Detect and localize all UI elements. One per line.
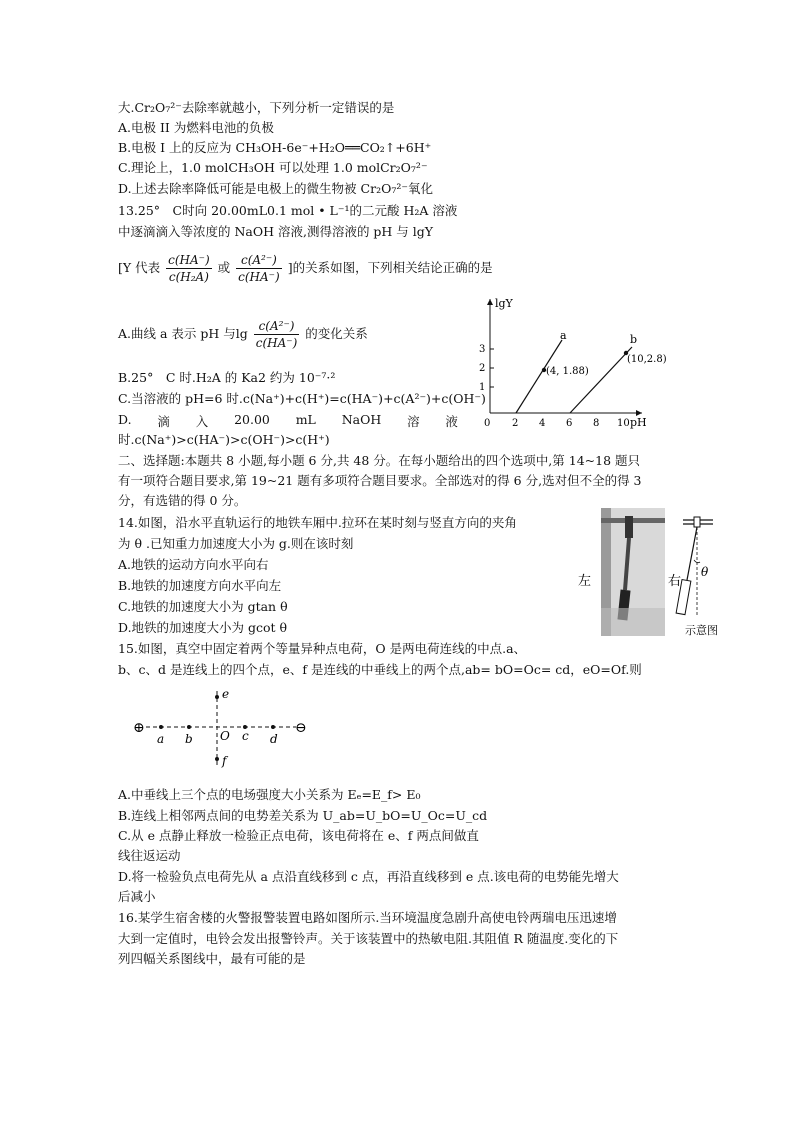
angle-arc	[694, 560, 700, 563]
label-o: O	[220, 729, 230, 743]
positive-charge-symbol: ⊕	[133, 720, 145, 736]
section-2-heading-2: 有一项符合题目要求,第 19~21 题有多项符合题目要求。全部选对的得 6 分,选对但不全的得 3	[118, 473, 642, 488]
option-14-d: D.地铁的加速度大小为 gcot θ	[118, 620, 288, 635]
word: mL	[295, 412, 316, 427]
y-tick-label: 1	[479, 382, 486, 393]
option-15-d: D.将一检验负点电荷先从 a 点沿直线移到 c 点，再沿直线移到 e 点.该电荷的电势能先增大	[118, 869, 619, 884]
question-13-graph	[470, 295, 667, 430]
word: 溶	[407, 414, 420, 429]
y-axis-arrow	[487, 299, 493, 305]
word: 入	[195, 414, 209, 429]
point-b	[187, 725, 191, 729]
y-def-suffix: ]的关系如图，下列相关结论正确的是	[287, 260, 493, 275]
x-tick-label: 8	[593, 418, 600, 429]
option-14-b: B.地铁的加速度方向水平向左	[118, 578, 282, 593]
diagram-strap	[687, 527, 697, 580]
option-15-d-cont: 后减小	[118, 889, 156, 904]
negative-charge-symbol: ⊖	[295, 720, 307, 736]
point-b-label: (10,2.8)	[627, 354, 667, 365]
fraction-numerator: c(HA⁻)	[168, 253, 210, 267]
left-label: 左	[578, 574, 592, 589]
option-d: D.上述去除率降低可能是电极上的微生物被 Cr₂O₇²⁻氧化	[118, 181, 433, 196]
question-13-stem: 13.25° C时向 20.00mL0.1 mol • L⁻¹的二元酸 H₂A 溶液	[118, 203, 458, 218]
fraction-denominator: c(HA⁻)	[238, 270, 280, 284]
question-16-stem: 16.某学生宿舍楼的火警报警装置电路如图所示.当环境温度急剧升高使电铃两瑞电压迅速增	[118, 910, 617, 925]
label-a: a	[157, 732, 165, 746]
question-14-stem-2: 为 θ .已知重力加速度大小为 g.则在该时刻	[118, 536, 354, 551]
x-tick-label: 2	[512, 418, 519, 429]
option-14-a: A.地铁的运动方向水平向右	[118, 557, 269, 572]
photo-floor	[601, 608, 665, 636]
photo-strap-top	[625, 516, 633, 538]
option-a-prefix: A.曲线 a 表示 pH 与lg	[118, 326, 248, 341]
option-15-c-cont: 线往返运动	[118, 848, 181, 863]
point-a	[159, 725, 163, 729]
point-f	[215, 757, 219, 761]
fraction-numerator: c(A²⁻)	[254, 318, 300, 335]
option-13-a	[118, 318, 368, 351]
word: D.	[118, 412, 132, 427]
word: 滴	[157, 414, 170, 429]
y-def-or: 或	[217, 260, 231, 275]
option-15-b: B.连线上相邻两点间的电势差关系为 U_ab=U_bO=U_Oc=U_cd	[118, 808, 488, 823]
y-tick-label: 3	[479, 344, 486, 355]
diagram-clamp	[694, 517, 700, 527]
angle-label: θ	[701, 565, 709, 579]
option-13-d-cont: 时.c(Na⁺)>c(HA⁻)>c(OH⁻)>c(H⁺)	[118, 432, 330, 447]
curve-b	[570, 347, 632, 413]
x-tick-label: 4	[539, 418, 546, 429]
point-a-label: (4, 1.88)	[546, 366, 589, 377]
option-13-d	[118, 412, 458, 430]
section-2-heading: 二、选择题:本题共 8 小题,每小题 6 分,共 48 分。在每小题给出的四个选项中,第 14~18 题只	[118, 453, 641, 468]
y-axis-label: lgY	[495, 297, 513, 310]
label-c: c	[242, 729, 249, 743]
y-def-prefix: [Y 代表	[118, 260, 161, 275]
curve-b-label: b	[630, 333, 638, 346]
option-15-a: A.中垂线上三个点的电场强度大小关系为 Eₑ=E_f> E₀	[118, 787, 421, 802]
fraction-a-over-ha	[236, 252, 282, 285]
question-14-figure	[575, 508, 735, 640]
x-axis-label: pH	[630, 416, 647, 429]
question-13-y-definition	[118, 252, 493, 285]
question-15-stem-2: b、c、d 是连线上的四个点，e、f 是连线的中垂线上的两个点,ab= bO=Oc= cd，eO=Of.则	[118, 662, 642, 677]
word: 液	[445, 414, 458, 429]
curve-a-label: a	[560, 329, 567, 342]
y-tick-label: 2	[479, 363, 486, 374]
question-16-stem-2: 大到一定值时，电铃会发出报警铃声。关于该装置中的热敏电阻.其阻值 R 随温度.变化的下	[118, 931, 619, 946]
label-e: e	[222, 687, 230, 701]
label-d: d	[270, 732, 278, 746]
fraction-denominator: c(H₂A)	[168, 270, 209, 284]
word: NaOH	[341, 412, 382, 427]
section-2-heading-3: 分，有选错的得 0 分。	[118, 493, 247, 508]
figure-caption: 示意图	[685, 624, 718, 637]
option-a-suffix: 的变化关系	[305, 326, 368, 341]
label-f: f	[222, 754, 227, 768]
option-13-c: C.当溶液的 pH=6 时.c(Na⁺)+c(H⁺)=c(HA⁻)+c(A²⁻)+c(OH⁻)	[118, 391, 486, 406]
fraction-ha-over-h2a	[166, 252, 212, 285]
option-15-c: C.从 e 点静止释放一检验正点电荷，该电荷将在 e、f 两点间做直	[118, 828, 479, 843]
question-15-stem: 15.如图，真空中固定着两个等量异种点电荷，O 是两电荷连线的中点.a、	[118, 641, 527, 656]
point-e	[215, 695, 219, 699]
label-b: b	[185, 732, 193, 746]
question-16-stem-3: 列四幅关系图线中，最有可能的是	[118, 951, 306, 966]
option-c: C.理论上，1.0 molCH₃OH 可以处理 1.0 molCr₂O₇²⁻	[118, 160, 428, 175]
option-a: A.电极 II 为燃料电池的负极	[118, 120, 274, 135]
word: 20.00	[234, 412, 270, 427]
x-tick-label: 0	[484, 418, 491, 429]
fraction-numerator: c(A²⁻)	[236, 252, 282, 269]
fraction-a-over-ha	[254, 318, 300, 351]
option-13-b: B.25° C 时.H₂A 的 Ka2 约为 10⁻⁷·²	[118, 370, 336, 385]
question-14-stem: 14.如图，沿水平直轨运行的地铁车厢中.拉环在某时刻与竖直方向的夹角	[118, 515, 517, 530]
right-label: 右	[668, 574, 682, 589]
x-tick-label: 6	[566, 418, 573, 429]
question-13-stem-2: 中逐滴滴入等浓度的 NaOH 溶液,测得溶液的 pH 与 lgY	[118, 224, 434, 239]
x-tick-label: 10	[617, 418, 630, 429]
question-15-figure	[128, 685, 318, 775]
option-14-c: C.地铁的加速度大小为 gtan θ	[118, 599, 288, 614]
text-line: 大.Cr₂O₇²⁻去除率就越小，下列分析一定错误的是	[118, 100, 395, 115]
fraction-denominator: c(HA⁻)	[255, 336, 298, 350]
point-d	[271, 725, 275, 729]
option-b: B.电极 I 上的反应为 CH₃OH-6e⁻+H₂O══CO₂↑+6H⁺	[118, 140, 432, 155]
